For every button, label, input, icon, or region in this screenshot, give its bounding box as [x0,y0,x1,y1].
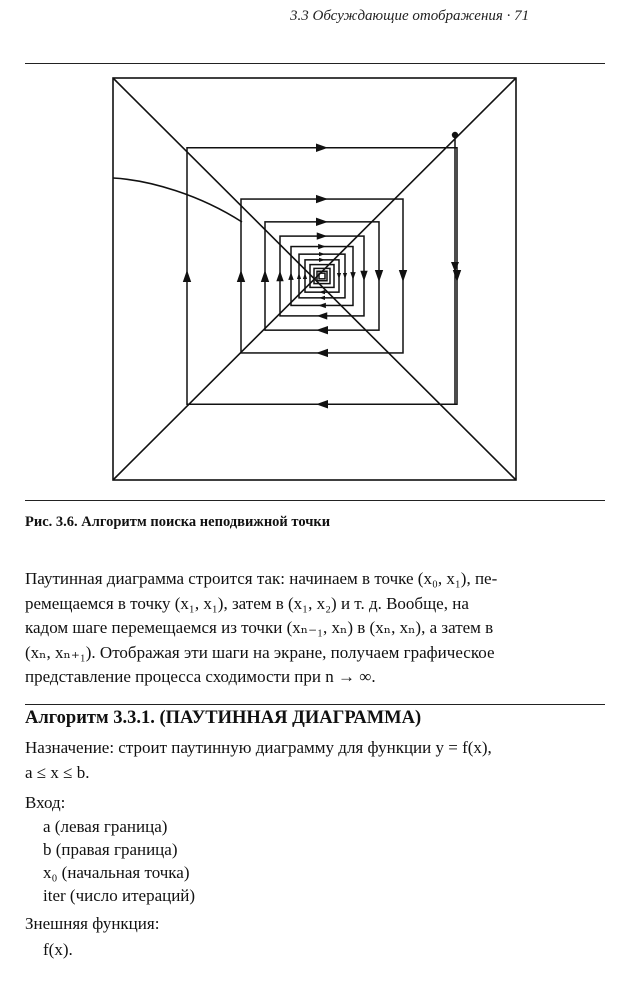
arrow-mark [297,273,301,279]
algorithm-title: Алгоритм 3.3.1. (ПАУТИННАЯ ДИАГРАММА) [25,708,422,728]
arrow-mark [316,144,328,152]
paragraph [25,567,605,690]
arrow-mark [316,349,328,357]
input-list [43,815,195,907]
input-item: x₀ (начальная точка) [43,863,190,882]
figure-bottom-rule [25,500,605,501]
cobweb-diagram [0,66,641,506]
arrow-mark [237,270,245,282]
arrow-mark [343,273,347,279]
arrow-mark [319,258,325,262]
paragraph-line: (xₙ, xₙ₊₁). Отображая эти шаги на экране, получаем графическое [25,642,495,662]
arrow-mark [183,270,191,282]
arrow-mark [261,270,269,282]
arrow-mark [399,270,407,282]
caption-label: Рис. 3.6. [25,514,78,530]
input-item: b (правая граница) [43,840,178,859]
external-function: f(x). [43,940,73,959]
arrow-mark [453,270,461,282]
arrow-mark [350,272,355,280]
cobweb-square [265,222,379,330]
algorithm-purpose [25,736,605,785]
arrow-mark [316,195,328,203]
arrow-mark [360,271,367,282]
arrow-mark [337,273,341,279]
arrow-mark [316,400,328,408]
input-label: Вход: [25,793,66,812]
function-curve [113,178,242,222]
purpose-line: Назначение: строит паутинную диаграмму для функции y = f(x), [25,738,492,757]
arrow-mark [316,218,328,226]
figure-caption [25,514,330,531]
running-head: 3.3 Обсуждающие отображения · 71 [290,8,530,24]
arrow-mark [316,326,328,334]
arrow-mark [318,244,326,249]
arrow-mark [319,290,325,294]
caption-text: Алгоритм поиска неподвижной точки [81,514,331,530]
cobweb-square [280,236,364,316]
cobweb-square [291,247,353,306]
purpose-line: a ≤ x ≤ b. [25,762,90,782]
arrow-mark [318,303,326,308]
top-rule [25,63,605,64]
arrow-mark [303,273,307,279]
start-point [452,132,458,138]
input-item: iter (число итераций) [43,886,196,905]
input-item: a (левая граница) [43,817,168,836]
arrow-mark [288,272,293,280]
paragraph-line: Паутинная диаграмма строится так: начинаем в точке (x₀, x₁), пе- [25,569,498,588]
arrow-mark [319,252,325,256]
external-label: Знешняя функция: [25,914,160,933]
paragraph-line: кадом шаге перемещаемся из точки (xₙ₋₁, xₙ) в (xₙ, xₙ), а затем в [25,618,494,637]
arrow-mark [276,271,283,282]
arrow-mark [375,270,383,282]
paragraph-line: ремещаемся в точку (x₁, x₁), затем в (x₁, x₂) и т. д. Вообще, на [25,593,469,613]
arrow-mark [317,312,328,319]
algorithm-rule [25,704,605,705]
arrow-mark [319,296,325,300]
paragraph-line: представление процесса сходимости при n → ∞. [25,667,376,686]
arrow-mark [317,232,328,239]
